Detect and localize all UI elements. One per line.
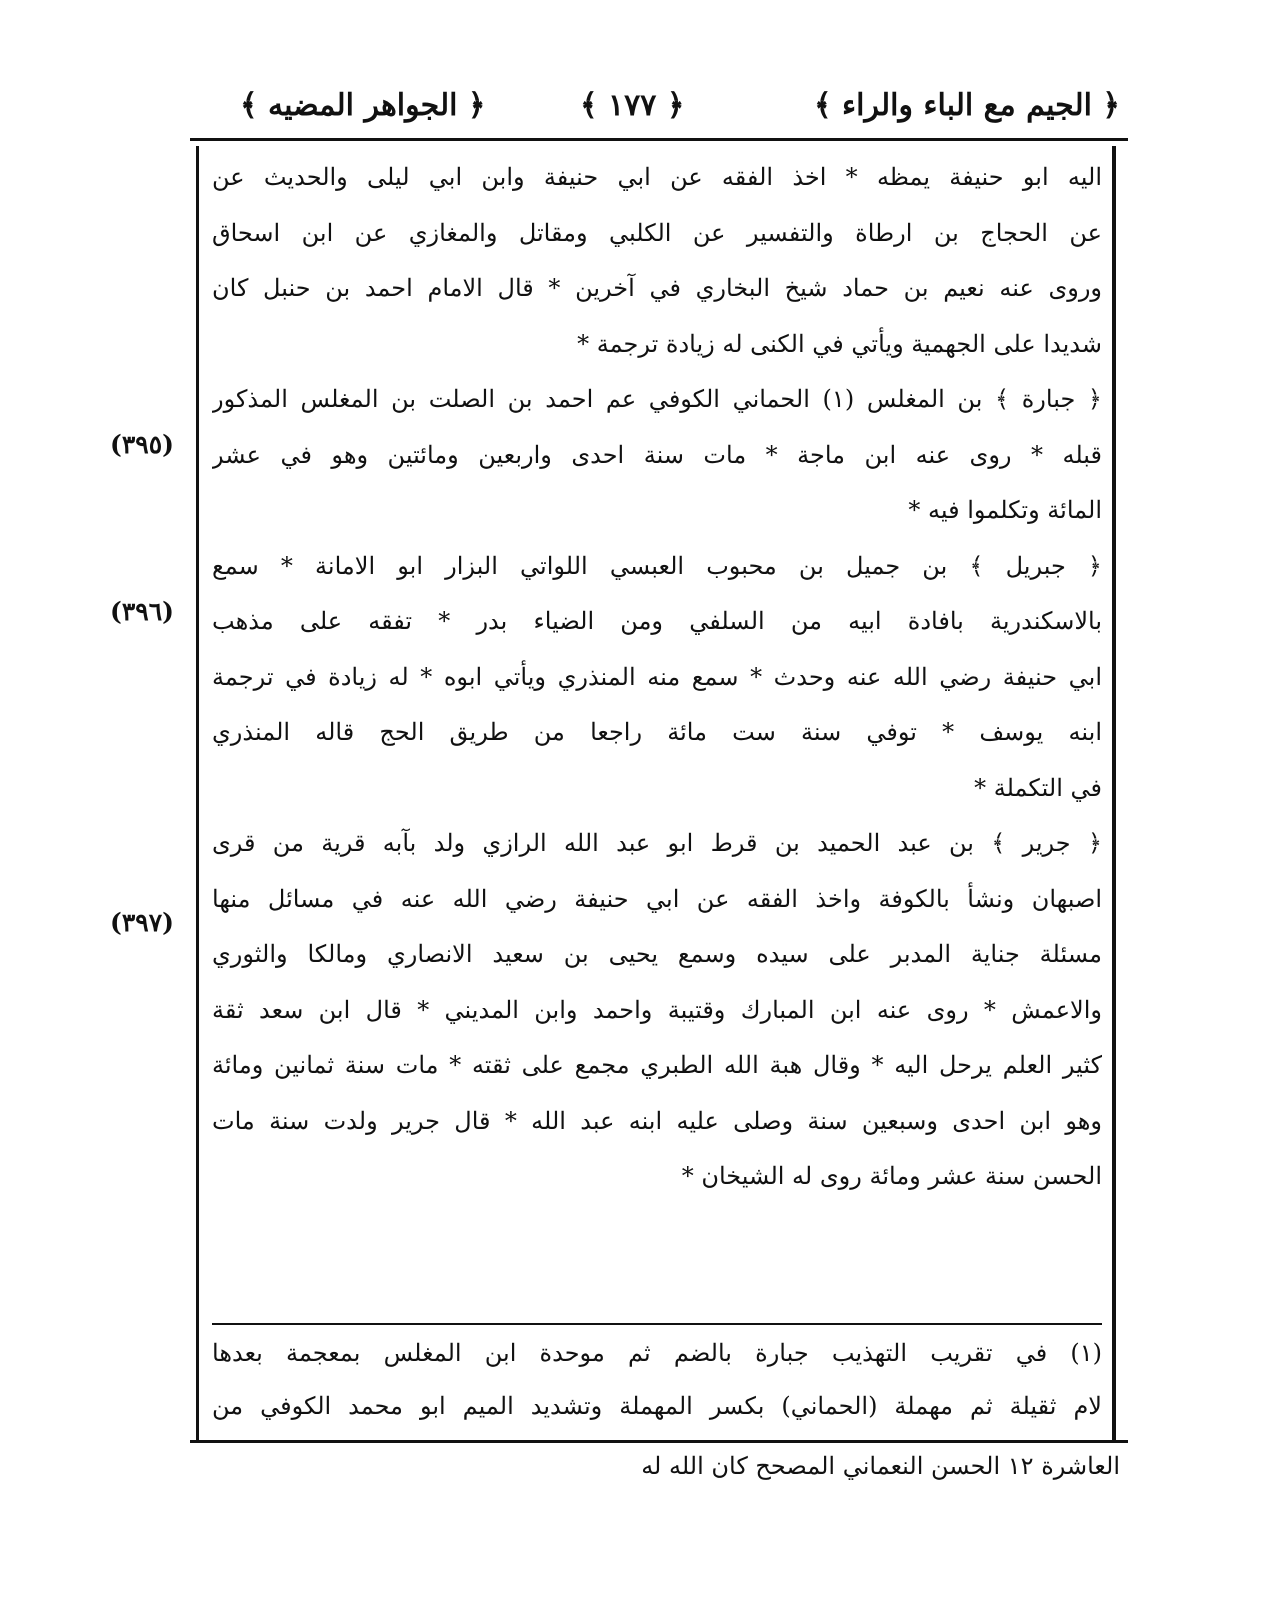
text-line: قبله * روى عنه ابن ماجة * مات سنة احدى واربعين ومائتين وهو في عشر (212, 440, 1102, 469)
text-line: المائة وتكلموا فيه * (908, 496, 1102, 524)
running-header (220, 88, 1120, 138)
frame-bottom-rule (190, 1440, 1128, 1443)
footnote-line: (١) في تقريب التهذيب جبارة بالضم ثم موحدة ابن المغلس بمعجمة بعدها (212, 1339, 1102, 1367)
text-line: اليه ابو حنيفة يمظه * اخذ الفقه عن ابي حنيفة وابن ابي ليلى والحديث عن (212, 163, 1102, 191)
entry-number: (٣٩٧) (110, 908, 174, 937)
entry-number: (٣٩٥) (110, 430, 174, 459)
main-text (212, 150, 1102, 1205)
text-line: ﴿ جبريل ﴾ بن جميل بن محبوب العبسي اللواتي البزار ابو الامانة * سمع (212, 551, 1102, 580)
footnote-rule (212, 1323, 1102, 1325)
text-line: عن الحجاج بن ارطاة والتفسير عن الكلبي ومقاتل والمغازي عن ابن اسحاق (212, 218, 1102, 247)
text-line: ﴿ جرير ﴾ بن عبد الحميد بن قرط ابو عبد الله الرازي ولد بآبه قرية من قرى (212, 829, 1102, 857)
header-book-title: ﴿ الجواهر المضيه ﴾ (240, 88, 486, 123)
text-line: الحسن سنة عشر ومائة روى له الشيخان * (681, 1162, 1102, 1190)
header-rule (190, 138, 1128, 141)
text-line: وروى عنه نعيم بن حماد شيخ البخاري في آخرين * قال الامام احمد بن حنبل كان (212, 274, 1102, 302)
text-line: ابي حنيفة رضي الله عنه وحدث * سمع منه المنذري ويأتي ابوه * له زيادة في ترجمة (212, 662, 1102, 691)
text-line: والاعمش * روى عنه ابن المبارك وقتيبة واحمد وابن المديني * قال ابن سعد ثقة (212, 995, 1102, 1024)
text-line: ابنه يوسف * توفي سنة ست مائة راجعا من طريق الحج قاله المنذري (212, 718, 1102, 746)
header-section-title: ﴿ الجيم مع الباء والراء ﴾ (813, 88, 1120, 123)
text-line: ﴿ جبارة ﴾ بن المغلس (١) الحماني الكوفي عم احمد بن الصلت بن المغلس المذكور (212, 385, 1102, 413)
entry-number: (٣٩٦) (110, 597, 174, 626)
text-line: وهو ابن احدى وسبعين سنة وصلى عليه ابنه عبد الله * قال جرير ولدت سنة مات (212, 1106, 1102, 1135)
text-line: مسئلة جناية المدبر على سيده وسمع يحيى بن سعيد الانصاري ومالكا والثوري (212, 940, 1102, 968)
page-number: ﴿ ١٧٧ ﴾ (580, 88, 685, 123)
text-line: كثير العلم يرحل اليه * وقال هبة الله الطبري مجمع على ثقته * مات سنة ثمانين ومائة (212, 1051, 1102, 1079)
text-line: شديدا على الجهمية ويأتي في الكنى له زيادة ترجمة * (577, 329, 1102, 358)
footnote-line: لام ثقيلة ثم مهملة (الحماني) بكسر المهملة وتشديد الميم ابو محمد الكوفي من (212, 1392, 1102, 1420)
footer-note: العاشرة ١٢ الحسن النعماني المصحح كان الله له (641, 1452, 1120, 1480)
footnotes (212, 1327, 1102, 1433)
text-line: بالاسكندرية بافادة ابيه من السلفي ومن الضياء بدر * تفقه على مذهب (212, 607, 1102, 635)
text-line: اصبهان ونشأ بالكوفة واخذ الفقه عن ابي حنيفة رضي الله عنه في مسائل منها (212, 884, 1102, 913)
text-line: في التكملة * (974, 773, 1102, 802)
